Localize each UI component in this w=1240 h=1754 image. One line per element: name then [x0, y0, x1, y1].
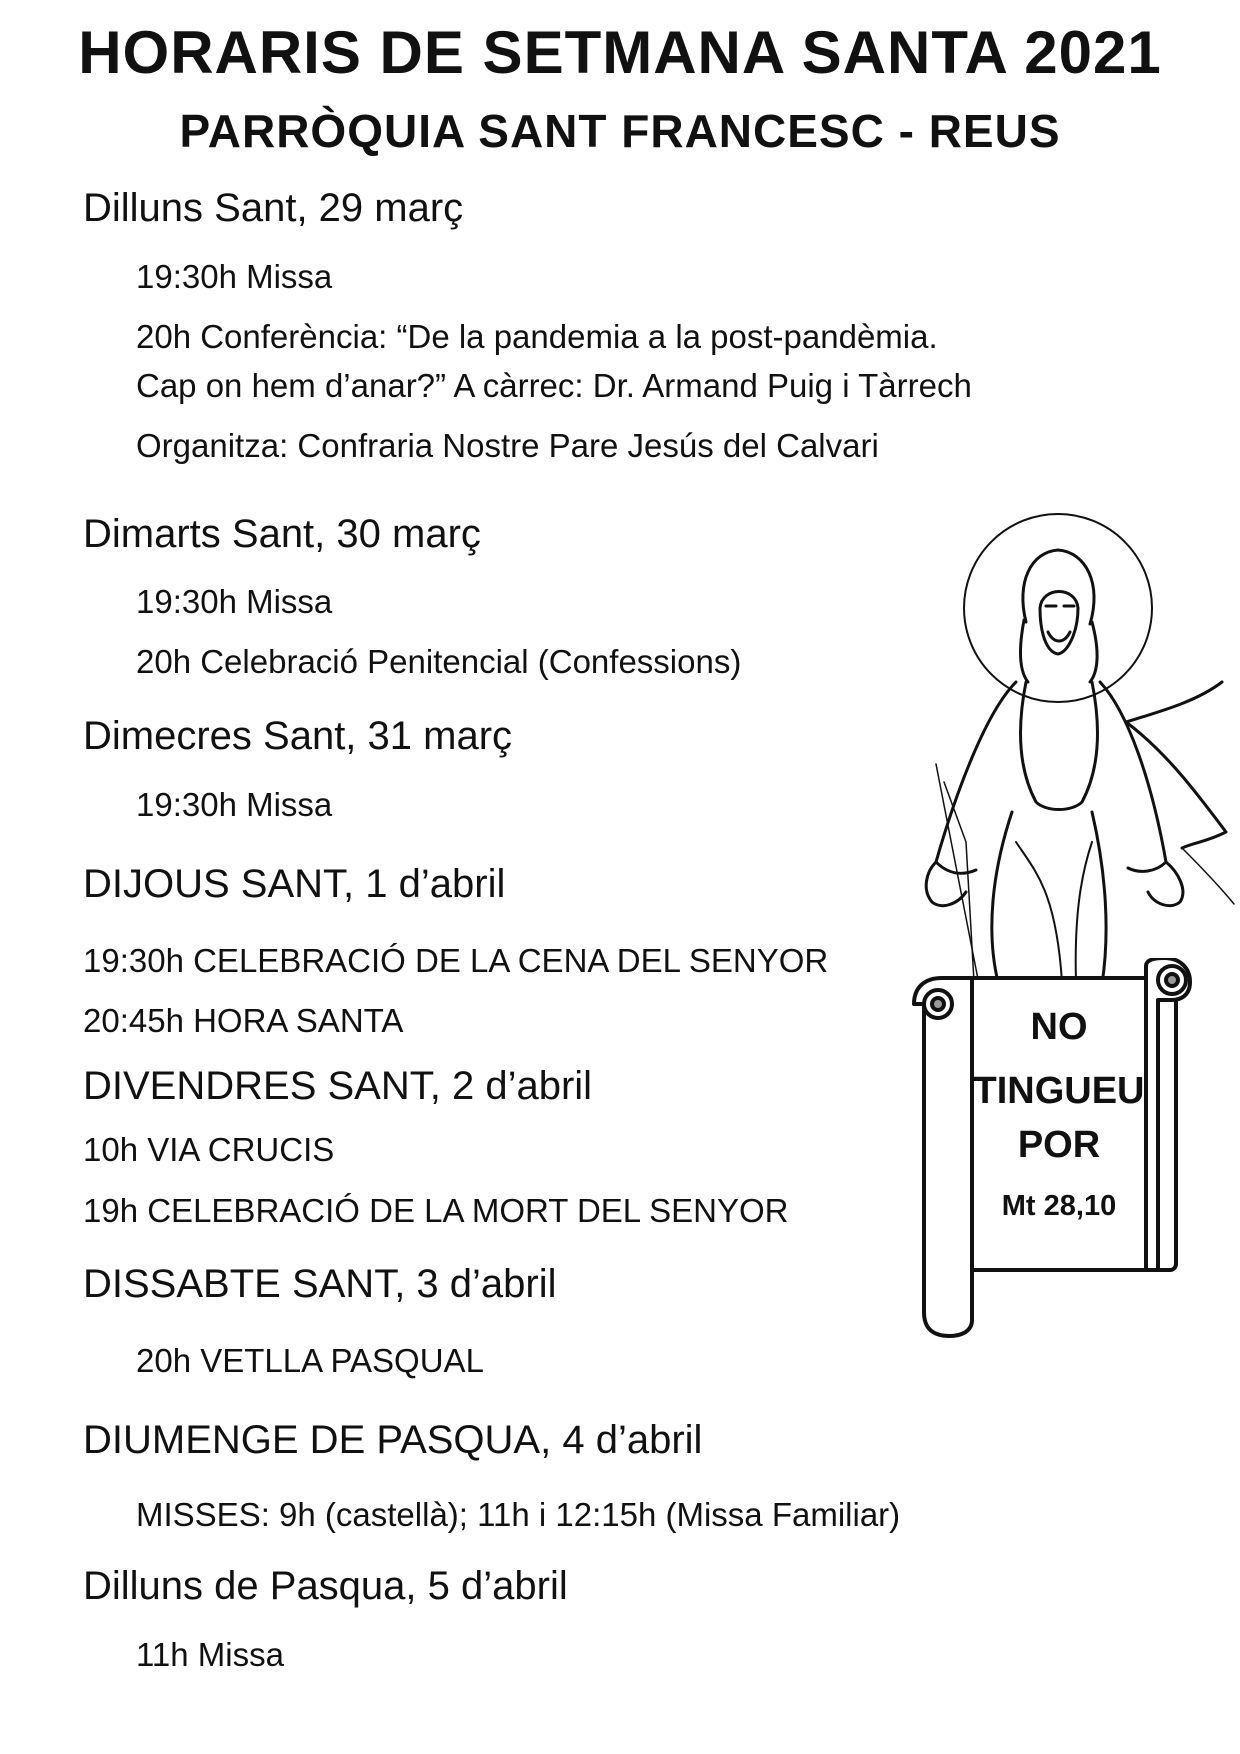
schedule-item: 19:30h Missa — [136, 258, 333, 295]
day-heading-tuesday: Dimarts Sant, 30 març — [83, 512, 481, 556]
day-heading-monday: Dilluns Sant, 29 març — [83, 186, 464, 230]
scroll-text-line-1: NO — [1030, 1006, 1088, 1048]
page-subtitle: PARRÒQUIA SANT FRANCESC - REUS — [179, 105, 1061, 157]
day-heading-thursday: DIJOUS SANT, 1 d’abril — [83, 862, 506, 906]
day-heading-easter-sunday: DIUMENGE DE PASQUA, 4 d’abril — [83, 1418, 703, 1462]
scroll-text-line-3: POR — [1017, 1124, 1101, 1166]
schedule-item: 20:45h HORA SANTA — [83, 1002, 404, 1039]
day-heading-easter-monday: Dilluns de Pasqua, 5 d’abril — [83, 1564, 568, 1608]
schedule-item: 20h Celebració Penitencial (Confessions) — [136, 643, 742, 680]
schedule-item: Organitza: Confraria Nostre Pare Jesús del Calvari — [136, 427, 879, 464]
schedule-item: 19:30h CELEBRACIÓ DE LA CENA DEL SENYOR — [83, 942, 829, 979]
schedule-item: 20h Conferència: “De la pandemia a la post-pandèmia. — [136, 318, 938, 355]
risen-christ-icon — [896, 512, 1240, 1010]
page-title: HORARIS DE SETMANA SANTA 2021 — [78, 19, 1162, 86]
schedule-item: 10h VIA CRUCIS — [83, 1131, 335, 1168]
schedule-item: MISSES: 9h (castellà); 11h i 12:15h (Missa Familiar) — [136, 1496, 901, 1533]
scroll-reference: Mt 28,10 — [1001, 1190, 1117, 1222]
schedule-item: 11h Missa — [136, 1636, 284, 1673]
schedule-item: 19h CELEBRACIÓ DE LA MORT DEL SENYOR — [83, 1192, 789, 1229]
day-heading-wednesday: Dimecres Sant, 31 març — [83, 714, 513, 758]
schedule-item: 19:30h Missa — [136, 583, 333, 620]
schedule-item: 20h VETLLA PASQUAL — [136, 1342, 484, 1379]
day-heading-friday: DIVENDRES SANT, 2 d’abril — [83, 1064, 593, 1108]
schedule-item: 19:30h Missa — [136, 786, 333, 823]
day-heading-saturday: DISSABTE SANT, 3 d’abril — [83, 1262, 557, 1306]
scroll-text-line-2: TINGUEU — [973, 1070, 1145, 1112]
schedule-item: Cap on hem d’anar?” A càrrec: Dr. Armand Puig i Tàrrech — [136, 367, 972, 404]
